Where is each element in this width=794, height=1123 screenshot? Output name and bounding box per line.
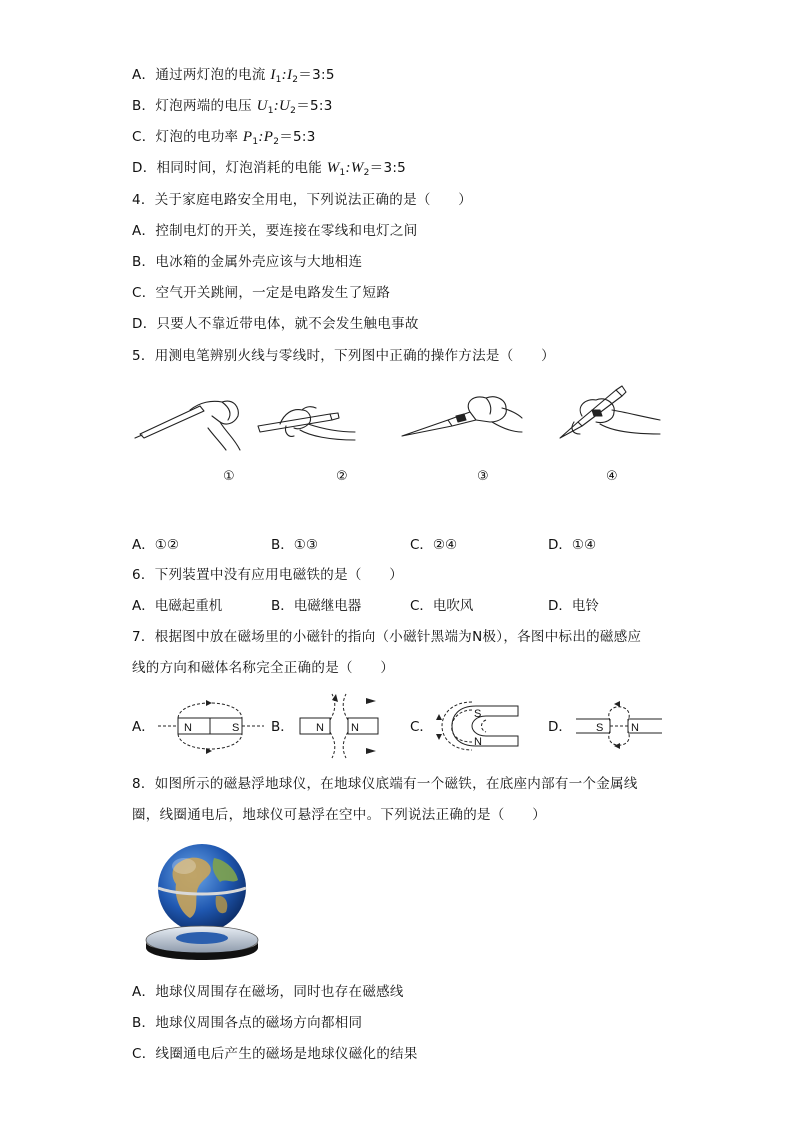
- q3-option-d: D．相同时间，灯泡消耗的电能 $W_1:W_2=3:5$: [132, 160, 407, 178]
- q8-option-a: A．地球仪周围存在磁场，同时也存在磁感线: [132, 984, 404, 1000]
- q8-option-c: C．线圈通电后产生的磁场是地球仪磁化的结果: [132, 1046, 418, 1062]
- q7-c-magnet-n-label: N: [474, 736, 482, 748]
- q7-figure-d: [572, 690, 672, 762]
- globe-sphere: [158, 844, 246, 932]
- q4-option-d: D．只要人不靠近带电体，就不会发生触电事故: [132, 316, 419, 332]
- q7-option-c: C．: [410, 719, 433, 735]
- q6-option-d: D．电铃: [548, 598, 599, 614]
- q5-option-a: A．①②: [132, 537, 179, 553]
- q6-option-a: A．电磁起重机: [132, 598, 223, 614]
- q7-stem-line1: 7．根据图中放在磁场里的小磁针的指向（小磁针黑端为N极），各图中标出的磁感应: [132, 629, 642, 645]
- q4-option-b: B．电冰箱的金属外壳应该与大地相连: [132, 254, 363, 270]
- q6-option-b: B．电磁继电器: [271, 598, 362, 614]
- q8-stem-line2: 圈，线圈通电后，地球仪可悬浮在空中。下列说法正确的是（ ）: [132, 807, 546, 823]
- q8-stem-line1: 8．如图所示的磁悬浮地球仪，在地球仪底端有一个磁铁，在底座内部有一个金属线: [132, 776, 638, 792]
- q5-figure-label-2: ②: [336, 469, 348, 484]
- q3-option-b: B．灯泡两端的电压 $U_1:U_2=5:3$: [132, 98, 333, 116]
- q4-option-c: C．空气开关跳闸，一定是电路发生了短路: [132, 285, 391, 301]
- q8-maglev-globe-image: [140, 836, 272, 972]
- q5-figure-label-4: ④: [606, 469, 618, 484]
- q7-option-a: A．: [132, 719, 155, 735]
- q5-option-c: C．②④: [410, 537, 458, 553]
- q5-figure-label-3: ③: [477, 469, 489, 484]
- q5-figure-label-1: ①: [223, 469, 235, 484]
- q4-stem: 4．关于家庭电路安全用电，下列说法正确的是（ ）: [132, 192, 473, 208]
- q8-option-b: B．地球仪周围各点的磁场方向都相同: [132, 1015, 363, 1031]
- q5-option-d: D．①④: [548, 537, 597, 553]
- q7-b-magnet-right-label: N: [351, 722, 359, 734]
- q4-option-a: A．控制电灯的开关，要连接在零线和电灯之间: [132, 223, 418, 239]
- q5-stem: 5．用测电笔辨别火线与零线时，下列图中正确的操作方法是（ ）: [132, 348, 555, 364]
- test-pen-figure-1: [135, 401, 240, 450]
- q6-option-c: C．电吹风: [410, 598, 474, 614]
- q3-option-c: C．灯泡的电功率 $P_1:P_2=5:3$: [132, 129, 316, 147]
- q5-test-pen-figures: [130, 380, 670, 455]
- q7-d-magnet-right-label: N: [631, 722, 639, 734]
- q7-d-magnet-left-label: S: [596, 722, 604, 734]
- q7-option-d: D．: [548, 719, 572, 735]
- q5-option-b: B．①③: [271, 537, 318, 553]
- q6-stem: 6．下列装置中没有应用电磁铁的是（ ）: [132, 567, 404, 583]
- q7-stem-line2: 线的方向和磁体名称完全正确的是（ ）: [132, 660, 395, 676]
- q7-a-magnet-n-label: N: [184, 722, 192, 734]
- q7-figure-c: [428, 690, 538, 762]
- q7-c-magnet-s-label: S: [474, 708, 482, 720]
- q3-option-a: A．通过两灯泡的电流 $I_1:I_2=3:5$: [132, 67, 335, 85]
- q7-figure-a: [150, 690, 270, 762]
- q7-option-b: B．: [271, 719, 294, 735]
- q7-figure-b: [292, 690, 392, 762]
- test-pen-figure-4: [560, 386, 660, 438]
- q7-a-magnet-s-label: S: [232, 722, 240, 734]
- q7-b-magnet-left-label: N: [316, 722, 324, 734]
- test-pen-figure-3: [402, 397, 522, 436]
- test-pen-figure-2: [258, 407, 355, 440]
